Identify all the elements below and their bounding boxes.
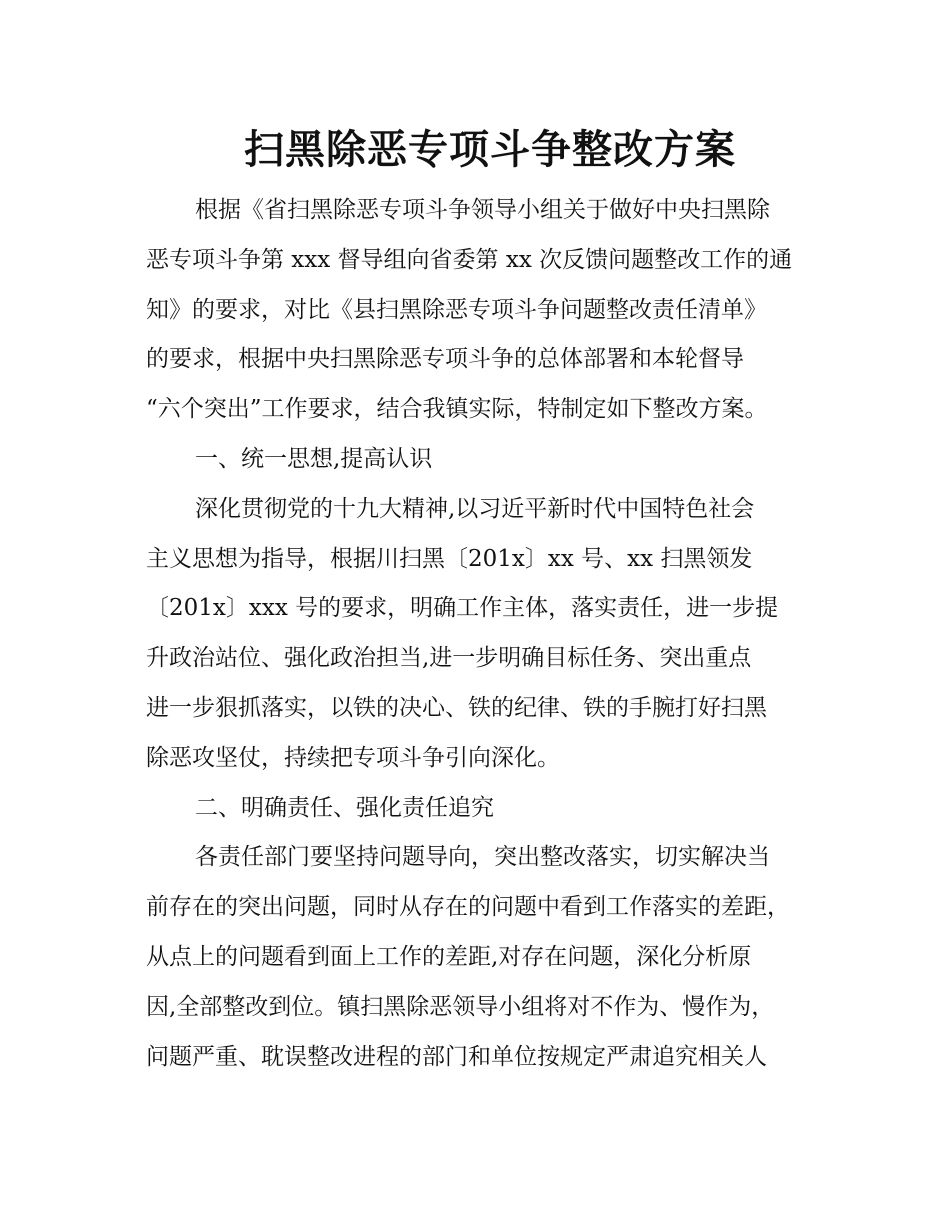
paragraph-2-line-6: 除恶攻坚仗，持续把专项斗争引向深化。 (146, 744, 560, 771)
paragraph-1-line-2: 恶专项斗争第 xxx 督导组向省委第 xx 次反馈问题整改工作的通 (146, 246, 793, 273)
paragraph-1-line-4: 的要求，根据中央扫黑除恶专项斗争的总体部署和本轮督导 (146, 346, 744, 373)
paragraph-3-line-5: 问题严重、耽误整改进程的部门和单位按规定严肃追究相关人 (146, 1043, 767, 1070)
section-heading-2: 二、明确责任、强化责任追究 (195, 794, 494, 821)
document-title: 扫黑除恶专项斗争整改方案 (244, 126, 736, 173)
paragraph-1-line-3: 知》的要求，对比《县扫黑除恶专项斗争问题整改责任清单》 (146, 296, 767, 323)
paragraph-2-line-4: 升政治站位、强化政治担当,进一步明确目标任务、突出重点 (146, 645, 752, 672)
paragraph-2-line-3: 〔201x〕xxx 号的要求，明确工作主体，落实责任，进一步提 (146, 595, 779, 622)
paragraph-3-line-3: 从点上的问题看到面上工作的差距,对存在问题，深化分析原 (146, 943, 752, 970)
paragraph-3-line-1: 各责任部门要坚持问题导向，突出整改落实，切实解决当 (195, 844, 770, 871)
paragraph-2-line-2: 主义思想为指导，根据川扫黑〔201x〕xx 号、xx 扫黑领发 (146, 545, 753, 572)
paragraph-1-line-5: “六个突出”工作要求，结合我镇实际，特制定如下整改方案。 (146, 396, 768, 423)
paragraph-3-line-2: 前存在的突出问题，同时从存在的问题中看到工作落实的差距， (146, 894, 790, 921)
section-heading-1: 一、统一思想,提高认识 (195, 445, 433, 472)
paragraph-3-line-4: 因,全部整改到位。镇扫黑除恶领导小组将对不作为、慢作为， (146, 993, 775, 1020)
paragraph-2-line-5: 进一步狠抓落实，以铁的决心、铁的纪律、铁的手腕打好扫黑 (146, 694, 767, 721)
document-body (146, 186, 846, 1082)
paragraph-2-line-1: 深化贯彻党的十九大精神,以习近平新时代中国特色社会 (195, 495, 755, 522)
paragraph-1-line-1: 根据《省扫黑除恶专项斗争领导小组关于做好中央扫黑除 (195, 197, 770, 223)
